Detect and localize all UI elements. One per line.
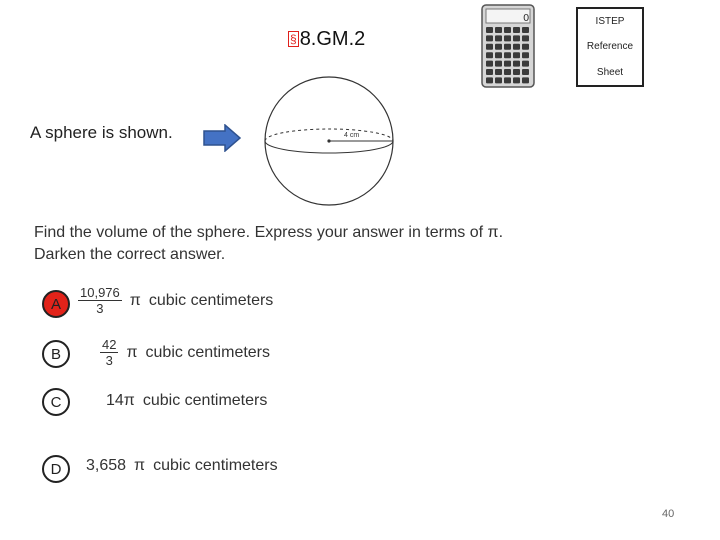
svg-text:0: 0 [523, 13, 530, 24]
option-b-answer [100, 337, 270, 368]
option-d-coefficient: 3,658 [86, 457, 127, 474]
calculator-icon[interactable] [481, 4, 535, 93]
option-a-numerator: 10,976 [80, 285, 120, 300]
intro-text: A sphere is shown. [30, 123, 173, 142]
option-d-answer [86, 457, 278, 475]
option-a-unit: cubic centimeters [148, 291, 274, 309]
right-arrow-icon [203, 124, 241, 157]
option-b-letter: B [50, 345, 61, 363]
option-b-unit: cubic centimeters [145, 343, 271, 361]
option-b-bubble[interactable] [42, 340, 70, 368]
reference-sheet-button[interactable] [576, 7, 644, 87]
option-a-bubble[interactable] [42, 290, 70, 318]
option-b-denominator: 3 [105, 353, 113, 368]
missing-glyph-icon: § [290, 32, 297, 46]
option-a-pi: π [129, 291, 141, 309]
reference-line-3: Sheet [596, 66, 624, 78]
option-d-pi: π [134, 457, 146, 474]
option-c-answer [106, 392, 267, 410]
option-c-bubble[interactable] [42, 388, 70, 416]
option-d-bubble[interactable] [42, 455, 70, 483]
option-a-denominator: 3 [96, 301, 104, 316]
reference-line-1: ISTEP [595, 16, 625, 28]
option-a-fraction [78, 285, 122, 316]
radius-label: 4 cm [344, 132, 360, 139]
standard-code: 8.GM.2 [299, 28, 366, 50]
question-line-1: Find the volume of the sphere. Express your answer in terms of π. [34, 224, 504, 241]
option-c-unit: cubic centimeters [142, 392, 268, 409]
page-number: 40 [662, 508, 675, 520]
option-c-letter: C [50, 393, 62, 411]
option-d-letter: D [50, 460, 62, 478]
question-text [34, 222, 503, 266]
question-line-2: Darken the correct answer. [34, 246, 226, 263]
option-d-unit: cubic centimeters [153, 457, 278, 474]
option-a-answer [78, 285, 273, 316]
sphere-diagram [256, 76, 402, 211]
option-b-pi: π [126, 343, 138, 361]
option-b-numerator: 42 [102, 337, 117, 352]
option-c-coefficient: 14π [106, 392, 135, 409]
option-b-fraction [100, 337, 118, 368]
reference-line-2: Reference [586, 41, 634, 53]
option-a-letter: A [50, 295, 61, 313]
page-title [288, 28, 365, 51]
